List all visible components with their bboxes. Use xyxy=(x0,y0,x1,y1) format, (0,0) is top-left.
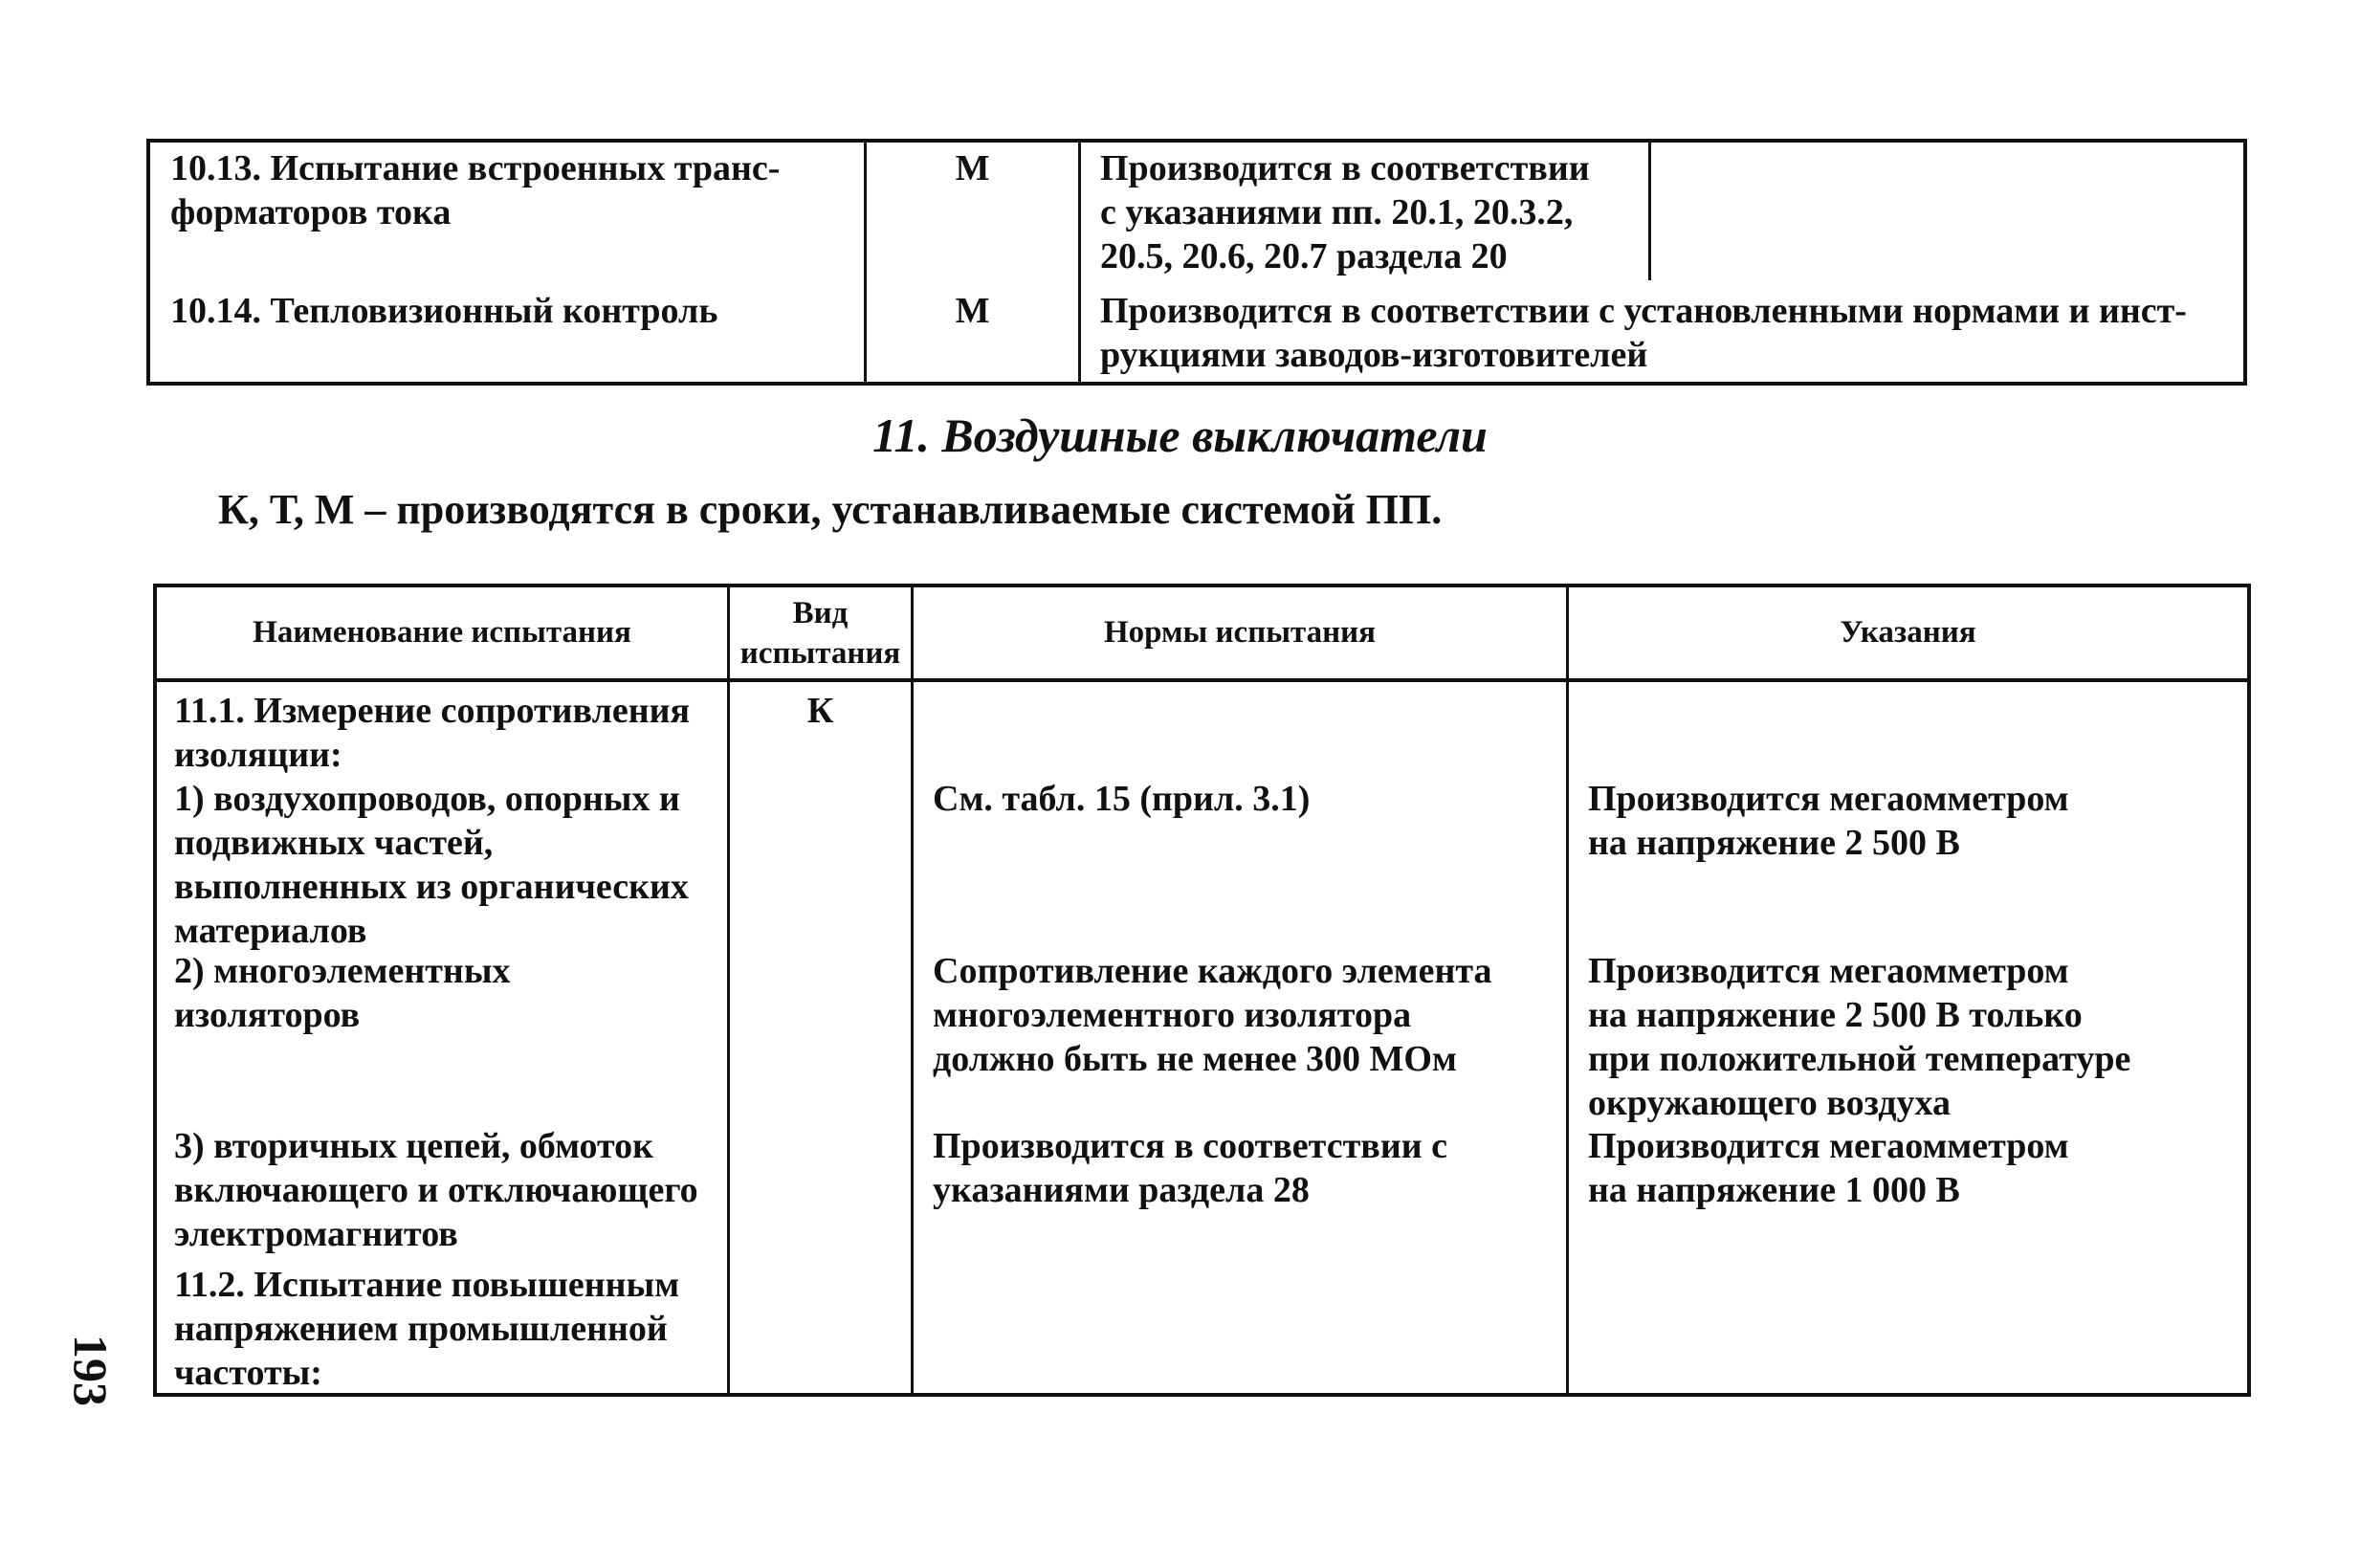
item-11-1-name: 11.1. Измерение сопротивления изоляции: xyxy=(174,691,691,775)
section-title: 11. Воздушные выключатели xyxy=(872,409,1488,462)
top-row-1-type: М xyxy=(955,148,990,188)
header-test-type: Вид испытания xyxy=(739,596,901,671)
header-notes: Указания xyxy=(1840,615,1976,650)
item-11-1-sub3-norms: Производится в соответствии с указаниями раздела 28 xyxy=(933,1126,1447,1210)
main-table-col-divider xyxy=(911,584,914,1397)
header-test-norms: Нормы испытания xyxy=(1104,615,1376,650)
item-11-2-name: 11.2. Испытание повышенным напряжением промышленной частоты: xyxy=(174,1265,680,1393)
top-row-2-name: 10.14. Тепловизионный контроль xyxy=(170,291,718,331)
top-table-col-divider xyxy=(1648,139,1651,280)
item-11-1-sub3-name: 3) вторичных цепей, обмоток включающего и отключающего электромагнитов xyxy=(174,1126,698,1254)
top-row-1-name: 10.13. Испытание встроенных транс- форматоров тока xyxy=(170,148,781,232)
item-11-1-sub2-notes: Производится мегаомметром на напряжение 2 500 В только при положительной температуре окружающего воздуха xyxy=(1588,951,2131,1123)
main-table-col-divider xyxy=(1566,584,1569,1397)
top-row-2-norms: Производится в соответствии с установленными нормами и инст- рукциями заводов-изготовителей xyxy=(1100,291,2187,375)
item-11-1-sub1-notes: Производится мегаомметром на напряжение 2 500 В xyxy=(1588,779,2069,863)
item-11-1-sub3-notes: Производится мегаомметром на напряжение 1 000 В xyxy=(1588,1126,2069,1210)
top-row-1-norms: Производится в соответствии с указаниями пп. 20.1, 20.3.2, 20.5, 20.6, 20.7 раздела 20 xyxy=(1100,148,1590,276)
item-11-1-sub1-norms: См. табл. 15 (прил. 3.1) xyxy=(933,779,1311,819)
main-table-header-divider xyxy=(153,678,2251,682)
header-test-name: Наименование испытания xyxy=(253,615,631,650)
top-table-col-divider xyxy=(1078,139,1081,386)
item-11-1-sub2-norms: Сопротивление каждого элемента многоэлементного изолятора должно быть не менее 300 МОм xyxy=(933,951,1492,1079)
item-11-1-sub2-name: 2) многоэлементных изоляторов xyxy=(174,951,511,1035)
item-11-1-sub1-name: 1) воздухопроводов, опорных и подвижных частей, выполненных из органических материалов xyxy=(174,779,689,951)
item-11-1-type: К xyxy=(806,691,834,731)
top-row-2-type: М xyxy=(955,291,990,331)
section-lead-text: К, Т, М – производятся в сроки, устанавливаемые системой ПП. xyxy=(218,486,1443,533)
page-number: 193 xyxy=(64,1335,118,1406)
